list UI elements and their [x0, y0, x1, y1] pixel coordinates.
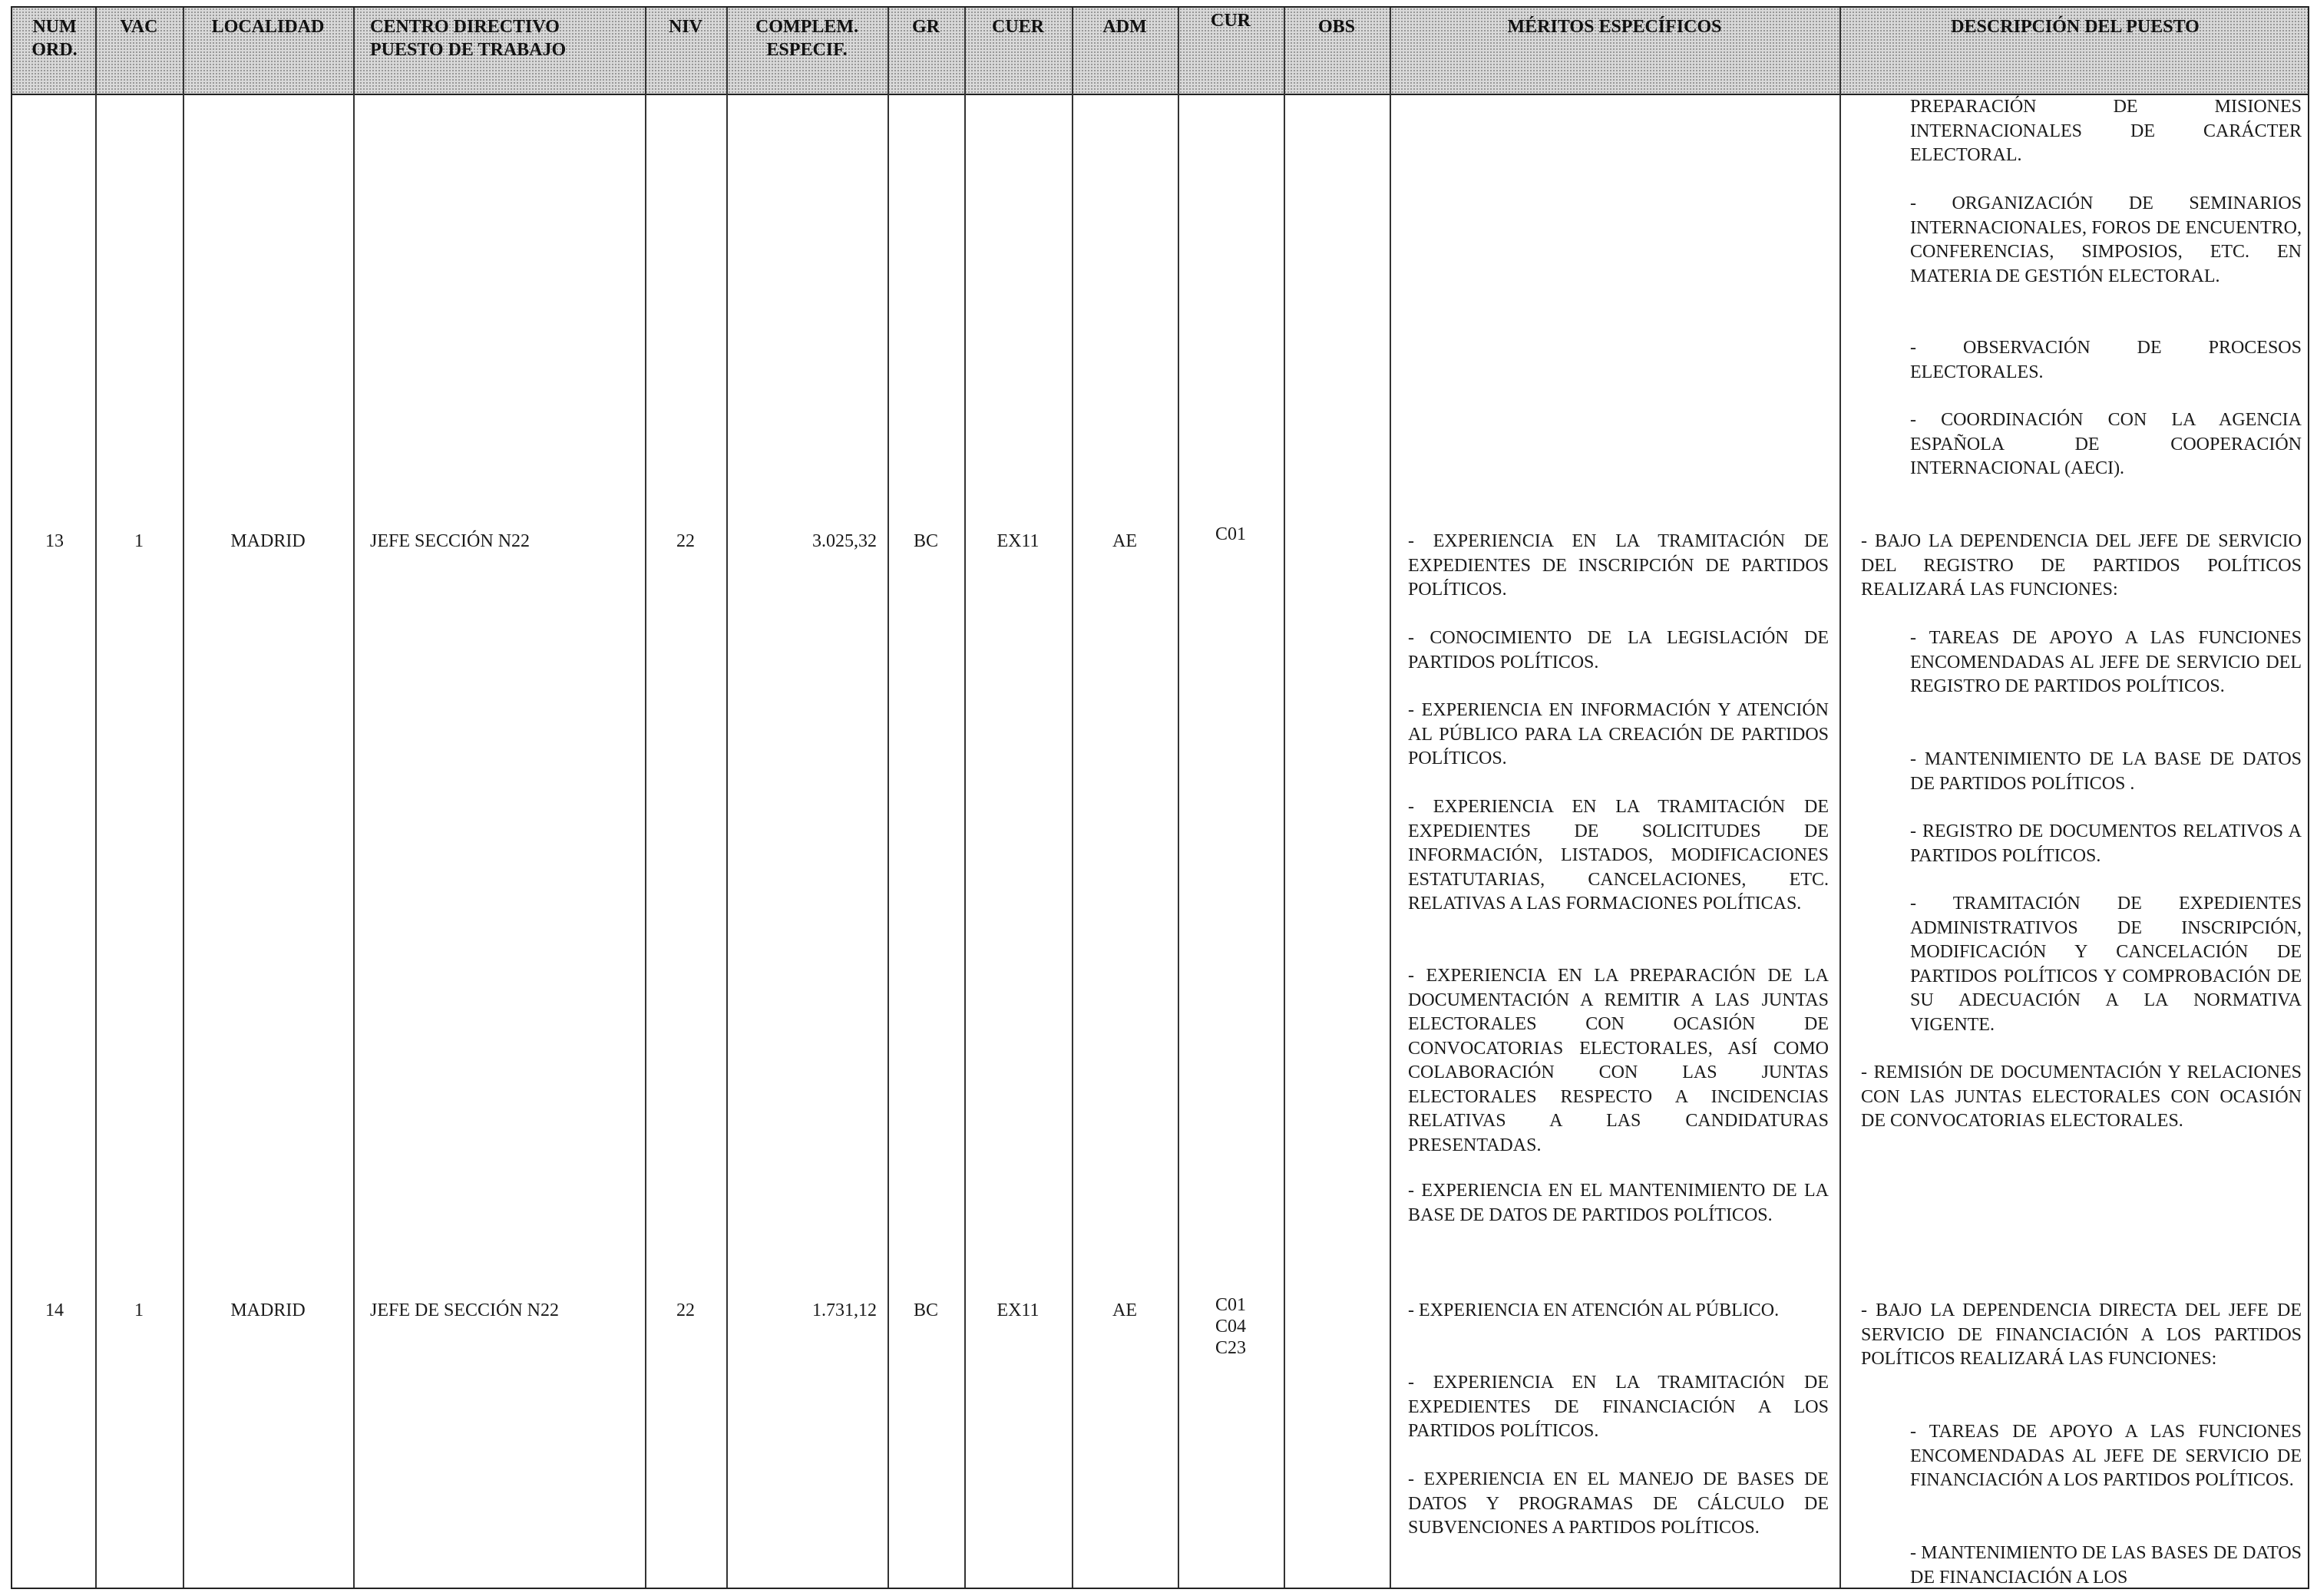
list-item: - EXPERIENCIA EN ATENCIÓN AL PÚBLICO. — [1408, 1300, 1780, 1320]
column-divider — [1072, 8, 1073, 1588]
row-localidad: MADRID — [230, 531, 306, 551]
header-num: NUM ORD. — [31, 17, 78, 60]
column-divider — [964, 8, 966, 1588]
header-centro: CENTRO DIRECTIVO PUESTO DE TRABAJO — [370, 17, 567, 60]
column-divider — [1284, 8, 1285, 1588]
column-divider — [183, 8, 184, 1588]
row-adm: AE — [1112, 531, 1137, 551]
row-num: 14 — [45, 1300, 64, 1320]
list-item: PREPARACIÓN DE MISIONES INTERNACIONALES DE CARÁCTER ELECTORAL. — [1910, 97, 2302, 165]
description-intro: - BAJO LA DEPENDENCIA DEL JEFE DE SERVICIO DEL REGISTRO DE PARTIDOS POLÍTICOS REALIZARÁ LAS FUNCIONES: — [1861, 531, 2302, 600]
list-item: - EXPERIENCIA EN LA TRAMITACIÓN DE EXPEDIENTES DE FINANCIACIÓN A LOS PARTIDOS POLÍTICOS. — [1408, 1373, 1829, 1441]
list-item: - TRAMITACIÓN DE EXPEDIENTES ADMINISTRATIVOS DE INSCRIPCIÓN, MODIFICACIÓN Y CANCELACIÓN DE PARTIDOS POLÍTICOS Y COMPROBACIÓN DE SU ADECUACIÓN A LA NORMATIVA VIGENTE. — [1910, 894, 2302, 1035]
list-item: - EXPERIENCIA EN EL MANEJO DE BASES DE DATOS Y PROGRAMAS DE CÁLCULO DE SUBVENCIONES A PARTIDOS POLÍTICOS. — [1408, 1469, 1829, 1538]
header-descripcion: DESCRIPCIÓN DEL PUESTO — [1951, 17, 2200, 37]
row-cuer: EX11 — [997, 531, 1040, 551]
list-item: - MANTENIMIENTO DE LA BASE DE DATOS DE PARTIDOS POLÍTICOS . — [1910, 749, 2302, 794]
row-complem: 1.731,12 — [812, 1300, 877, 1320]
row-puesto: JEFE SECCIÓN N22 — [370, 531, 530, 551]
row-num: 13 — [45, 531, 64, 551]
header-cur: CUR — [1211, 11, 1251, 31]
row-cuer: EX11 — [997, 1300, 1040, 1320]
header-niv: NIV — [668, 17, 702, 37]
row-niv: 22 — [676, 1300, 695, 1320]
list-item: - TAREAS DE APOYO A LAS FUNCIONES ENCOMENDADAS AL JEFE DE SERVICIO DEL REGISTRO DE PARTIDOS POLÍTICOS. — [1910, 628, 2302, 696]
description-intro: - BAJO LA DEPENDENCIA DIRECTA DEL JEFE DE SERVICIO DE FINANCIACIÓN A LOS PARTIDOS POLÍTICOS REALIZARÁ LAS FUNCIONES: — [1861, 1300, 2302, 1369]
list-item: - EXPERIENCIA EN LA TRAMITACIÓN DE EXPEDIENTES DE INSCRIPCIÓN DE PARTIDOS POLÍTICOS. — [1408, 531, 1829, 600]
column-divider — [726, 8, 728, 1588]
positions-table — [11, 6, 2309, 1589]
column-divider — [1390, 8, 1391, 1588]
row-gr: BC — [913, 531, 938, 551]
row-cur — [1179, 1294, 1282, 1359]
cur-code: C23 — [1215, 1338, 1246, 1358]
header-localidad: LOCALIDAD — [211, 17, 325, 37]
header-meritos: MÉRITOS ESPECÍFICOS — [1507, 17, 1722, 37]
list-item: - OBSERVACIÓN DE PROCESOS ELECTORALES. — [1910, 338, 2302, 382]
list-item: - CONOCIMIENTO DE LA LEGISLACIÓN DE PARTIDOS POLÍTICOS. — [1408, 628, 1829, 672]
header-obs: OBS — [1317, 17, 1356, 37]
list-item: - COORDINACIÓN CON LA AGENCIA ESPAÑOLA DE COOPERACIÓN INTERNACIONAL (AECI). — [1910, 410, 2302, 478]
header-complem: COMPLEM. ESPECIF. — [755, 17, 858, 60]
list-item: - EXPERIENCIA EN EL MANTENIMIENTO DE LA BASE DE DATOS DE PARTIDOS POLÍTICOS. — [1408, 1181, 1829, 1225]
cur-code: C01 — [1215, 524, 1246, 544]
row-gr: BC — [913, 1300, 938, 1320]
list-item: - TAREAS DE APOYO A LAS FUNCIONES ENCOMENDADAS AL JEFE DE SERVICIO DE FINANCIACIÓN A LOS PARTIDOS POLÍTICOS. — [1910, 1422, 2302, 1490]
list-item: - MANTENIMIENTO DE LAS BASES DE DATOS DE FINANCIACIÓN A LOS — [1910, 1543, 2302, 1588]
column-divider — [95, 8, 97, 1588]
description-outro: - REMISIÓN DE DOCUMENTACIÓN Y RELACIONES CON LAS JUNTAS ELECTORALES CON OCASIÓN DE CONVOCATORIAS ELECTORALES. — [1861, 1062, 2302, 1131]
header-gr: GR — [912, 17, 940, 37]
cur-code: C01 — [1215, 1295, 1246, 1315]
list-item: - EXPERIENCIA EN LA TRAMITACIÓN DE EXPEDIENTES DE SOLICITUDES DE INFORMACIÓN, LISTADOS, MODIFICACIONES ESTATUTARIAS, CANCELACIONES, ETC. RELATIVAS A LAS FORMACIONES POLÍTICAS. — [1408, 797, 1829, 914]
row-puesto: JEFE DE SECCIÓN N22 — [370, 1300, 560, 1320]
header-vac: VAC — [120, 17, 158, 37]
row-niv: 22 — [676, 531, 695, 551]
list-item: - EXPERIENCIA EN INFORMACIÓN Y ATENCIÓN AL PÚBLICO PARA LA CREACIÓN DE PARTIDOS POLÍTICOS. — [1408, 700, 1829, 768]
column-divider — [887, 8, 889, 1588]
row-vac: 1 — [134, 1300, 144, 1320]
column-divider — [1839, 8, 1841, 1588]
cur-code: C04 — [1215, 1317, 1246, 1337]
row-cur — [1179, 524, 1282, 545]
list-item: - ORGANIZACIÓN DE SEMINARIOS INTERNACIONALES, FOROS DE ENCUENTRO, CONFERENCIAS, SIMPOSIOS, ETC. EN MATERIA DE GESTIÓN ELECTORAL. — [1910, 193, 2302, 286]
list-item: - REGISTRO DE DOCUMENTOS RELATIVOS A PARTIDOS POLÍTICOS. — [1910, 821, 2302, 866]
list-item: - EXPERIENCIA EN LA PREPARACIÓN DE LA DOCUMENTACIÓN A REMITIR A LAS JUNTAS ELECTORALES CON OCASIÓN DE CONVOCATORIAS ELECTORALES, ASÍ COMO COLABORACIÓN CON LAS JUNTAS ELECTORALES RESPECTO A INCIDENCIAS RELATIVAS A LAS CANDIDATURAS PRESENTADAS. — [1408, 966, 1829, 1155]
row-complem: 3.025,32 — [812, 531, 877, 551]
column-divider — [353, 8, 355, 1588]
row-vac: 1 — [134, 531, 144, 551]
row-localidad: MADRID — [230, 1300, 306, 1320]
header-adm: ADM — [1102, 17, 1147, 37]
header-cuer: CUER — [991, 17, 1044, 37]
column-divider — [645, 8, 646, 1588]
row-adm: AE — [1112, 1300, 1137, 1320]
